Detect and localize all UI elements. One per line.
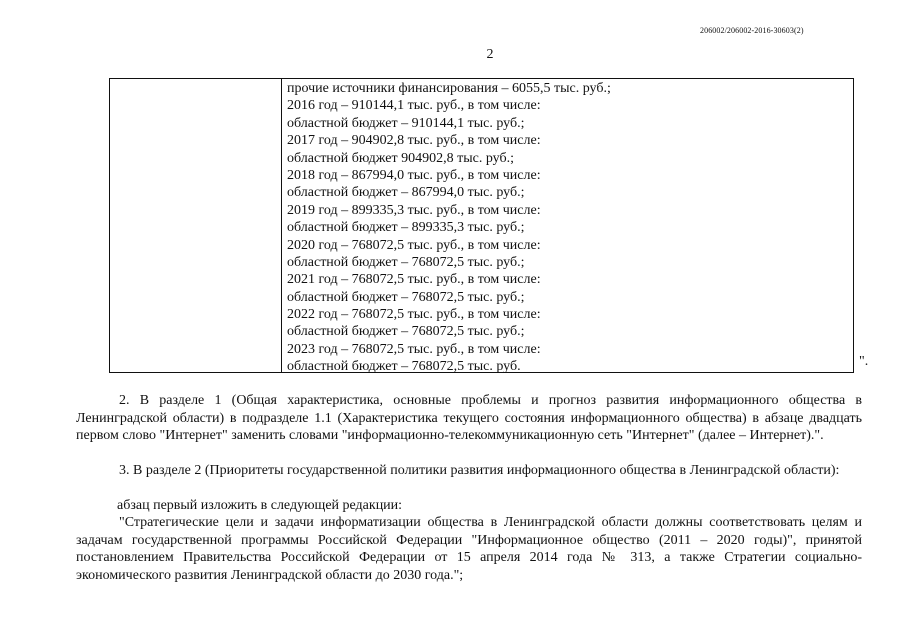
funding-line: 2017 год – 904902,8 тыс. руб., в том числе:: [287, 133, 541, 149]
paragraph-section-2: [76, 462, 862, 480]
funding-line: 2020 год – 768072,5 тыс. руб., в том числе:: [287, 237, 541, 253]
paragraph: "Стратегические цели и задачи информатизации общества в Ленинградской области должны соответствовать целям и задачам государственной программы Российской Федерации "Информационное общество (2011 – 2020 годы)", принятой постановлением Правительства Российской Федерации от 15 апреля 2014 года № 313, а также Стратегии социально-экономического развития Ленинградской области до 2030 года.";: [76, 515, 862, 583]
funding-line: областной бюджет – 768072,5 тыс. руб.;: [287, 254, 525, 270]
paragraph-abzac: [76, 497, 862, 515]
closing-quote: ".: [859, 354, 869, 369]
funding-line: областной бюджет – 910144,1 тыс. руб.;: [287, 115, 525, 131]
funding-lines: [287, 80, 847, 376]
paragraph: абзац первый изложить в следующей редакции:: [117, 498, 403, 513]
funding-line: прочие источники финансирования – 6055,5 тыс. руб.;: [287, 81, 611, 96]
funding-line: областной бюджет – 867994,0 тыс. руб.;: [287, 185, 525, 201]
document-code: 206002/206002-2016-30603(2): [700, 26, 804, 35]
funding-line: 2019 год – 899335,3 тыс. руб., в том числе:: [287, 202, 541, 218]
funding-line: областной бюджет – 768072,5 тыс. руб.;: [287, 289, 525, 305]
funding-line: 2021 год – 768072,5 тыс. руб., в том числе:: [287, 272, 541, 288]
funding-line: 2022 год – 768072,5 тыс. руб., в том числе:: [287, 307, 541, 323]
funding-line: областной бюджет – 768072,5 тыс. руб.;: [287, 324, 525, 340]
paragraph-section-1: [76, 392, 862, 445]
paragraph: 3. В разделе 2 (Приоритеты государственной политики развития информационного общества в Ленинградской области):: [119, 463, 840, 478]
paragraph: 2. В разделе 1 (Общая характеристика, основные проблемы и прогноз развития информационного общества в Ленинградской области) в подразделе 1.1 (Характеристика текущего состояния информационного общества) в абзаце двадцать первом слово "Интернет" заменить словами "информационно-телекоммуникационную сеть "Интернет" (далее – Интернет).".: [76, 393, 862, 444]
funding-line: 2016 год – 910144,1 тыс. руб., в том числе:: [287, 98, 541, 114]
funding-line: областной бюджет 904902,8 тыс. руб.;: [287, 150, 514, 166]
table-column-divider: [281, 79, 282, 372]
funding-line: 2018 год – 867994,0 тыс. руб., в том числе:: [287, 167, 541, 183]
paragraph-quote: [76, 514, 862, 584]
funding-line: областной бюджет – 768072,5 тыс. руб.: [287, 359, 521, 375]
funding-line: 2023 год – 768072,5 тыс. руб., в том числе:: [287, 341, 541, 357]
page-number: 2: [486, 47, 494, 62]
funding-line: областной бюджет – 899335,3 тыс. руб.;: [287, 220, 525, 236]
